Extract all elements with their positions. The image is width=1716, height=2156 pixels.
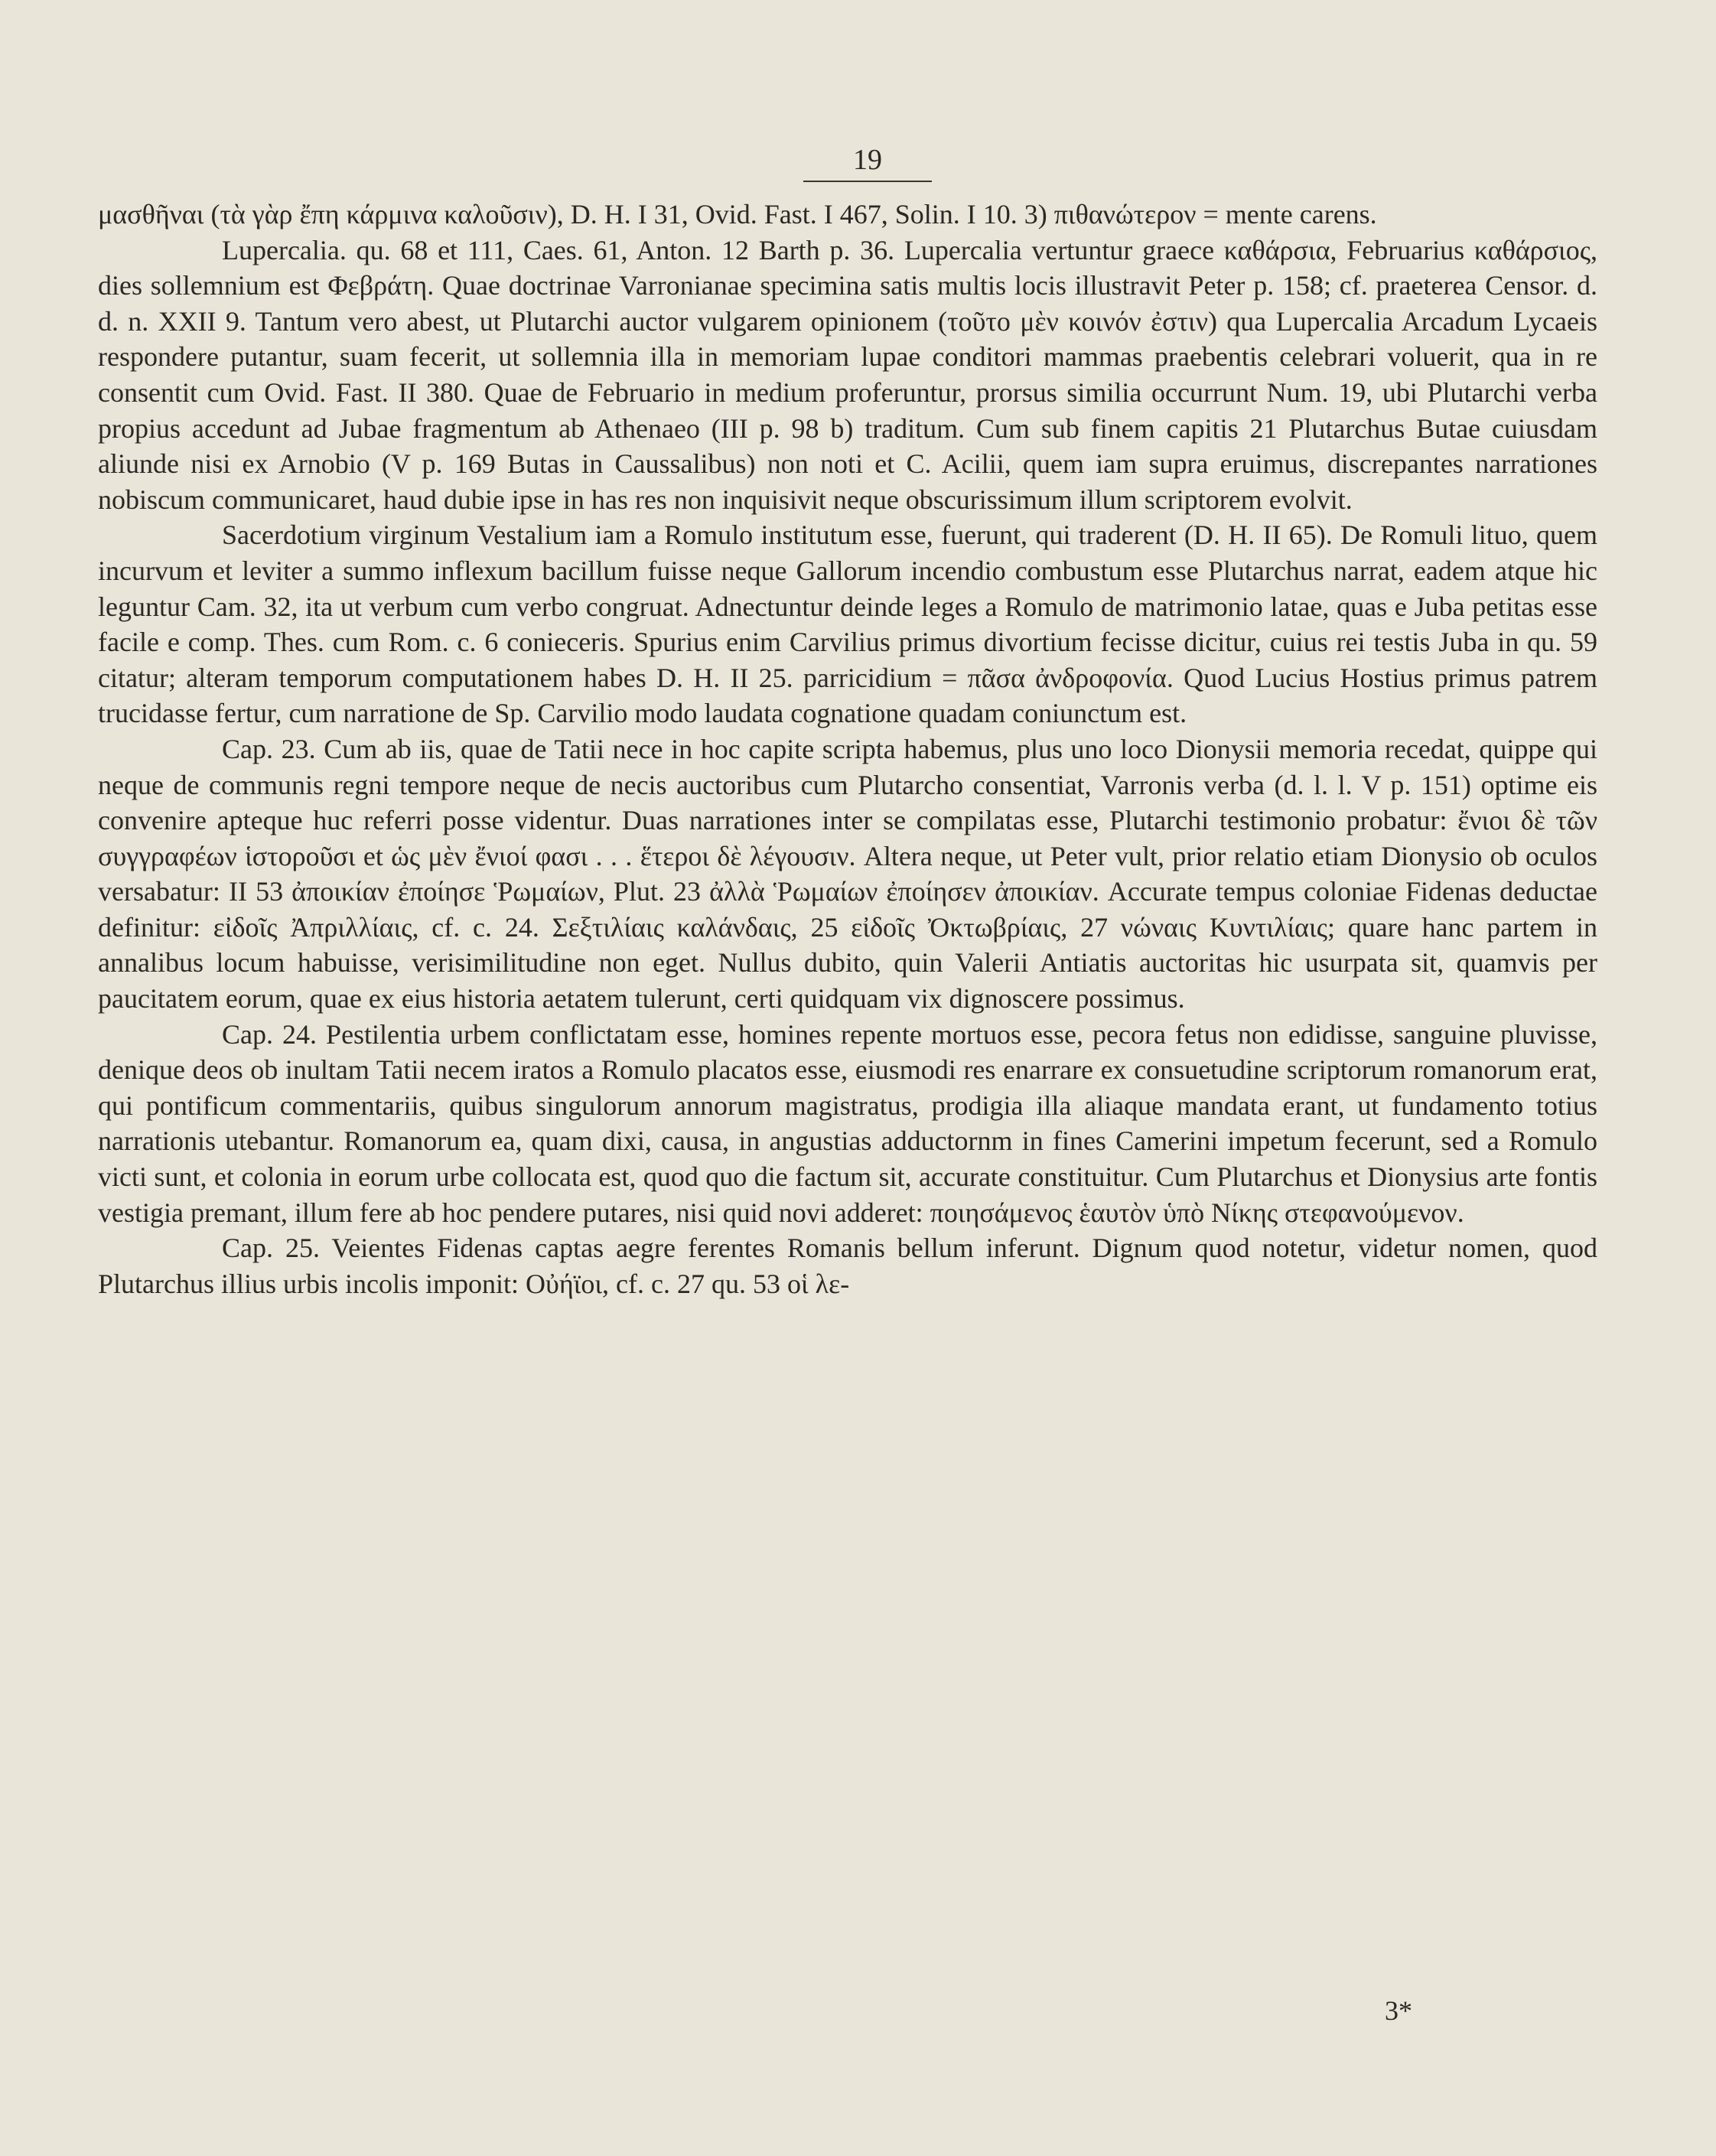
page-number-rule bbox=[803, 181, 932, 182]
paragraph-continuation: μασθῆναι (τὰ γὰρ ἔπη κάρμινα καλοῦσιν), D. H. I 31, Ovid. Fast. I 467, Solin. I 10. 3) πιθανώτερον = mente carens. bbox=[98, 199, 1377, 230]
paragraph-cap-25: Cap. 25. Veientes Fidenas captas aegre ferentes Romanis bellum inferunt. Dignum quod notetur, videtur nomen, quod Plutarchus illius urbis incolis imponit: Οὐήϊοι, cf. c. 27 qu. 53 οἱ λε- bbox=[98, 1233, 1597, 1299]
paragraph-cap-24: Cap. 24. Pestilentia urbem conflictatam esse, homines repente mortuos esse, pecora fetus non edidisse, sanguine pluvisse, denique deos ob inultam Tatii necem iratos a Romulo placatos esse, eiusmodi res enarrare ex consuetudine scriptorum romanorum erat, qui pontificum commentariis, quibus singulorum annorum magistratus, prodigia illa aliaque mandata erant, ut fundamento totius narrationis utebantur. Romanorum ea, quam dixi, causa, in angustias adductornm in fines Camerini impetum fecerunt, sed a Romulo victi sunt, et colonia in eorum urbe collocata est, quod quo die factum sit, accurate constituitur. Cum Plutarchus et Dionysius arte fontis vestigia premant, illum fere ab hoc pendere putares, nisi quid novi adderet: ποιησάμενος ἑαυτὸν ὑπὸ Νίκης στεφανούμενον. bbox=[98, 1018, 1597, 1228]
signature-mark: 3* bbox=[1385, 1995, 1412, 2026]
page-number: 19 bbox=[853, 144, 882, 176]
paragraph-vestals: Sacerdotium virginum Vestalium iam a Romulo institutum esse, fuerunt, qui traderent (D. H. II 65). De Romuli lituo, quem incurvum et leviter a summo inflexum bacillum fuisse neque Gallorum incendio combustum esse Plutarchus narrat, eadem atque hic leguntur Cam. 32, ita ut verbum cum verbo congruat. Adnectuntur deinde leges a Romulo de matrimonio latae, quas e Juba petitas esse facile e comp. Thes. cum Rom. c. 6 conieceris. Spurius enim Carvilius primus divortium fecisse dicitur, cuius rei testis Juba in qu. 59 citatur; alteram temporum computationem habes D. H. II 25. parricidium = πᾶσα ἀνδροφονία. Quod Lucius Hostius primus patrem trucidasse fertur, cum narratione de Sp. Carvilio modo laudata cognatione quadam coniunctum est. bbox=[98, 519, 1597, 729]
paragraph-cap-23: Cap. 23. Cum ab iis, quae de Tatii nece in hoc capite scripta habemus, plus uno loco Dionysii memoria recedat, quippe qui neque de communis regni tempore neque de necis auctoribus cum Plutarcho consentiat, Varronis verba (d. l. l. V p. 151) optime eis convenire apteque huc referri posse videntur. Duas narrationes inter se compilatas esse, Plutarchi testimonio probatur: ἔνιοι δὲ τῶν συγγραφέων ἱστοροῦσι et ὡς μὲν ἔνιοί φασι . . . ἕτεροι δὲ λέγουσιν. Altera neque, ut Peter vult, prior relatio etiam Dionysio ob oculos versabatur: II 53 ἀποικίαν ἐποίησε Ῥωμαίων, Plut. 23 ἀλλὰ Ῥωμαίων ἐποίησεν ἀποικίαν. Accurate tempus coloniae Fidenas deductae definitur: εἰδοῖς Ἀπριλλίαις, cf. c. 24. Σεξτιλίαις καλάνδαις, 25 εἰδοῖς Ὀκτωβρίαις, 27 νώναις Κυντιλίαις; quare hanc partem in annalibus locum habuisse, verisimilitudine non eget. Nullus dubito, quin Valerii Antiatis auctoritas hic usurpata sit, quamvis per paucitatem eorum, quae ex eius historia aetatem tulerunt, certi quidquam vix dignoscere possimus. bbox=[98, 733, 1597, 1014]
paragraph-lupercalia: Lupercalia. qu. 68 et 111, Caes. 61, Anton. 12 Barth p. 36. Lupercalia vertuntur graece καθάρσια, Februarius καθάρσιος, dies sollemnium est Φεβράτη. Quae doctrinae Varronianae specimina satis multis locis illustravit Peter p. 158; cf. praeterea Censor. d. d. n. XXII 9. Tantum vero abest, ut Plutarchi auctor vulgarem opinionem (τοῦτο μὲν κοινόν ἐστιν) qua Lupercalia Arcadum Lycaeis respondere putantur, suam fecerit, ut sollemnia illa in memoriam lupae conditori mammas praebentis celebrari voluerit, qua in re consentit cum Ovid. Fast. II 380. Quae de Februario in medium proferuntur, prorsus similia occurrunt Num. 19, ubi Plutarchi verba propius accedunt ad Jubae fragmentum ab Athenaeo (III p. 98 b) traditum. Cum sub finem capitis 21 Plutarchus Butae cuiusdam aliunde nisi ex Arnobio (V p. 169 Butas in Caussalibus) non noti et C. Acilii, quem iam supra eruimus, discrepantes narrationes nobiscum communicaret, haud dubie ipse in has res non inquisivit neque obscurissimum illum scriptorem evolvit. bbox=[98, 234, 1597, 515]
body-text bbox=[98, 197, 1597, 1301]
